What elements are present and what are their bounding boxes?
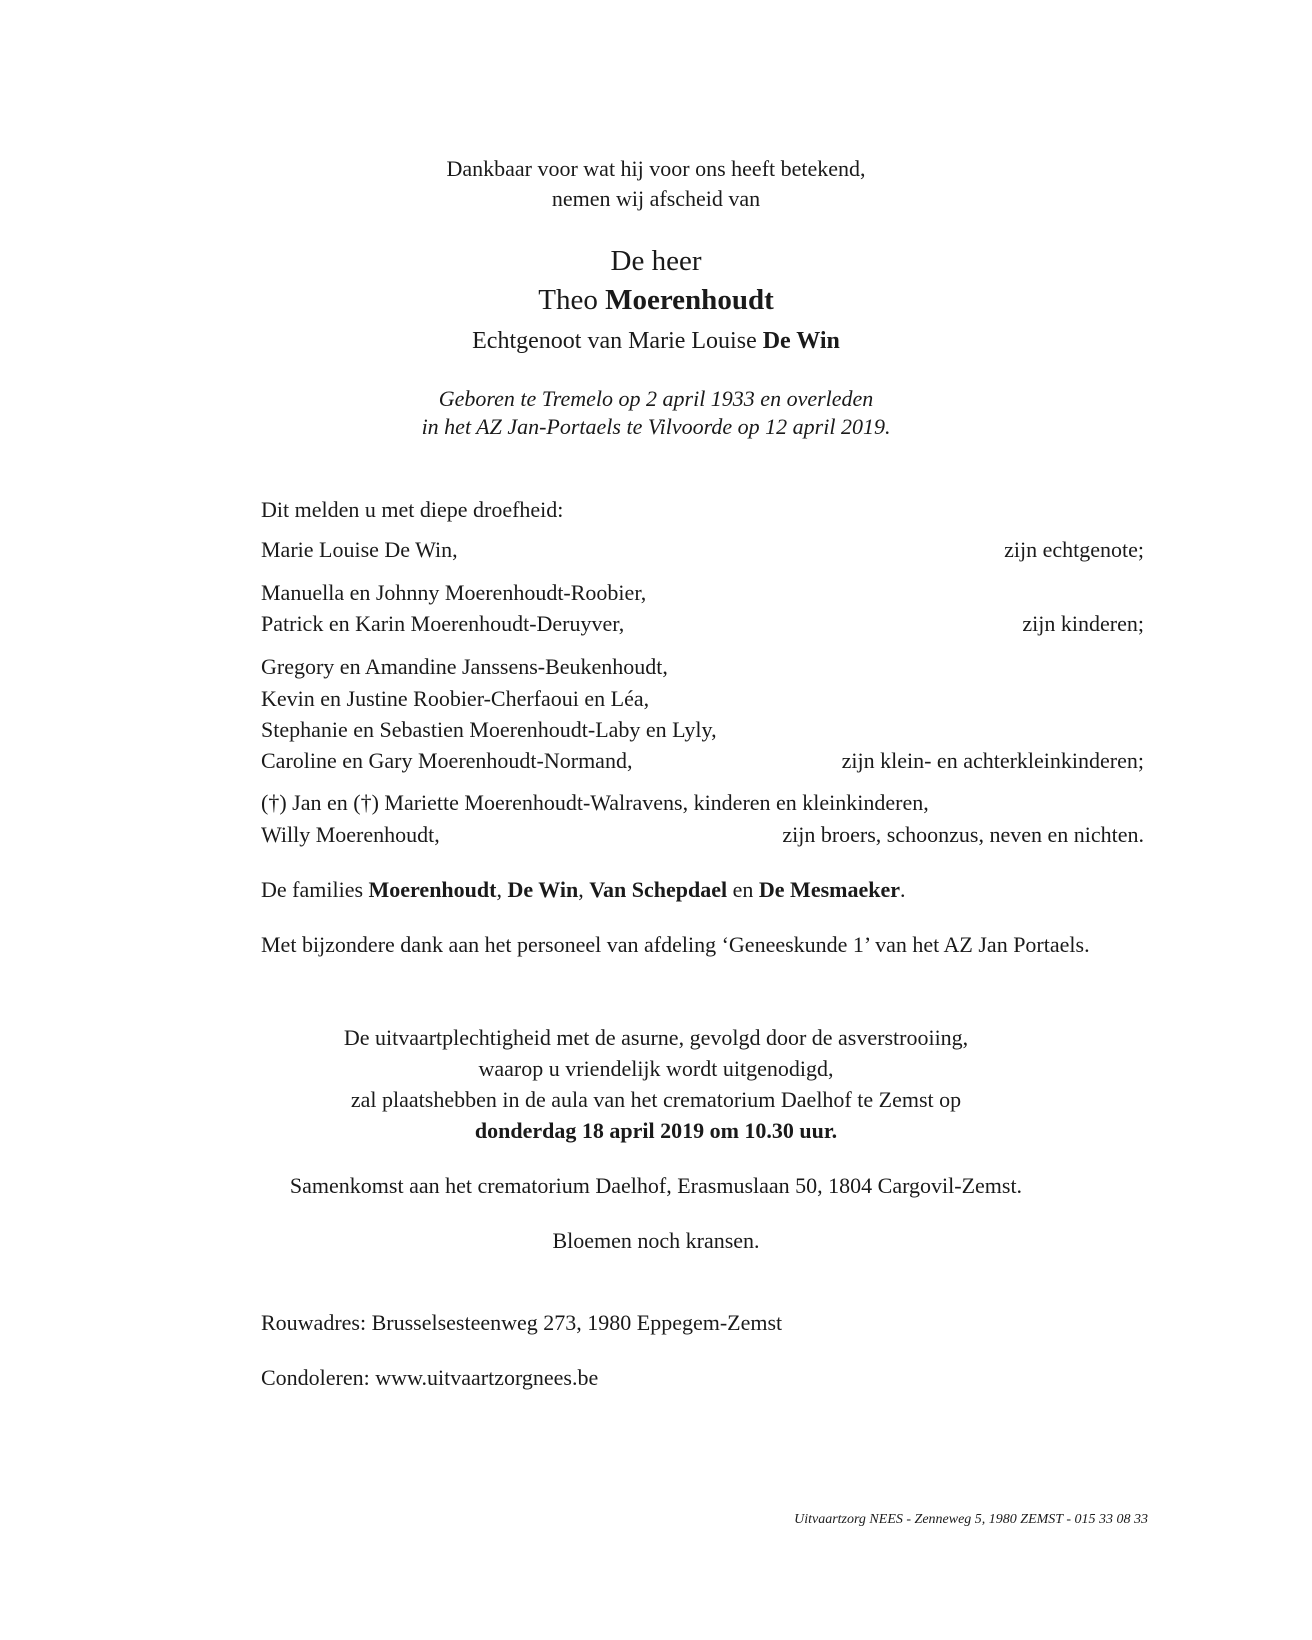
family-name-2: De Win (507, 877, 579, 902)
grandchild-4: Caroline en Gary Moerenhoudt-Normand, (261, 748, 633, 773)
spouse-line (0, 328, 1312, 355)
grandchild-3: Stephanie en Sebastien Moerenhoudt-Laby en Lyly, (261, 717, 717, 742)
families-sep-1: , (496, 877, 502, 902)
families-end: . (900, 877, 906, 902)
intro-line-2: nemen wij afscheid van (551, 186, 761, 211)
deceased-title: De heer (610, 245, 702, 277)
families-sep-2: , (578, 877, 584, 902)
deceased-first-name: Theo (538, 284, 598, 316)
spouse-relation: zijn echtgenote; (1004, 537, 1144, 562)
thanks-line: Met bijzondere dank aan het personeel van afdeling ‘Geneeskunde 1’ van het AZ Jan Portaels. (261, 932, 1090, 957)
sibling-2: Willy Moerenhoudt, (261, 822, 440, 847)
intro-line-1: Dankbaar voor wat hij voor ons heeft betekend, (446, 156, 866, 181)
spouse-name: Marie Louise De Win, (261, 537, 458, 562)
deceased-name (0, 284, 1312, 317)
family-name-1: Moerenhoudt (368, 877, 497, 902)
deceased-last-name: Moerenhoudt (605, 284, 774, 316)
children-relation: zijn kinderen; (1022, 611, 1144, 636)
families-conj: en (732, 877, 754, 902)
announce-heading: Dit melden u met diepe droefheid: (261, 497, 564, 522)
ceremony-line-2: waarop u vriendelijk wordt uitgenodigd, (478, 1056, 834, 1081)
dates-line-2: in het AZ Jan-Portaels te Vilvoorde op 12 april 2019. (421, 414, 891, 439)
family-name-4: De Mesmaeker (758, 877, 901, 902)
mourning-address: Rouwadres: Brusselsesteenweg 273, 1980 Eppegem-Zemst (261, 1310, 783, 1335)
flowers-line: Bloemen noch kransen. (552, 1228, 760, 1253)
child-2: Patrick en Karin Moerenhoudt-Deruyver, (261, 611, 625, 636)
meeting-line: Samenkomst aan het crematorium Daelhof, Erasmuslaan 50, 1804 Cargovil-Zemst. (289, 1173, 1023, 1198)
funeral-home-footer: Uitvaartzorg NEES - Zenneweg 5, 1980 ZEMST - 015 33 08 33 (794, 1512, 1148, 1527)
grandchildren-relation: zijn klein- en achterkleinkinderen; (841, 748, 1144, 773)
siblings-relation: zijn broers, schoonzus, neven en nichten. (782, 822, 1144, 847)
ceremony-line-1: De uitvaartplechtigheid met de asurne, gevolgd door de asverstrooiing, (343, 1025, 969, 1050)
grandchild-2: Kevin en Justine Roobier-Cherfaoui en Léa, (261, 686, 650, 711)
families-prefix: De families (261, 877, 364, 902)
families-line (261, 877, 906, 903)
ceremony-line-3: zal plaatshebben in de aula van het crematorium Daelhof te Zemst op (350, 1087, 962, 1112)
child-1: Manuella en Johnny Moerenhoudt-Roobier, (261, 580, 647, 605)
family-name-3: Van Schepdael (589, 877, 728, 902)
dates-line-1: Geboren te Tremelo op 2 april 1933 en overleden (438, 386, 874, 411)
grandchild-1: Gregory en Amandine Janssens-Beukenhoudt, (261, 654, 668, 679)
spouse-prefix: Echtgenoot van Marie Louise (472, 328, 757, 354)
spouse-last-name: De Win (762, 328, 840, 354)
ceremony-date: donderdag 18 april 2019 om 10.30 uur. (474, 1118, 838, 1143)
condolences-line: Condoleren: www.uitvaartzorgnees.be (261, 1365, 599, 1390)
sibling-1: (†) Jan en (†) Mariette Moerenhoudt-Walravens, kinderen en kleinkinderen, (261, 790, 929, 815)
